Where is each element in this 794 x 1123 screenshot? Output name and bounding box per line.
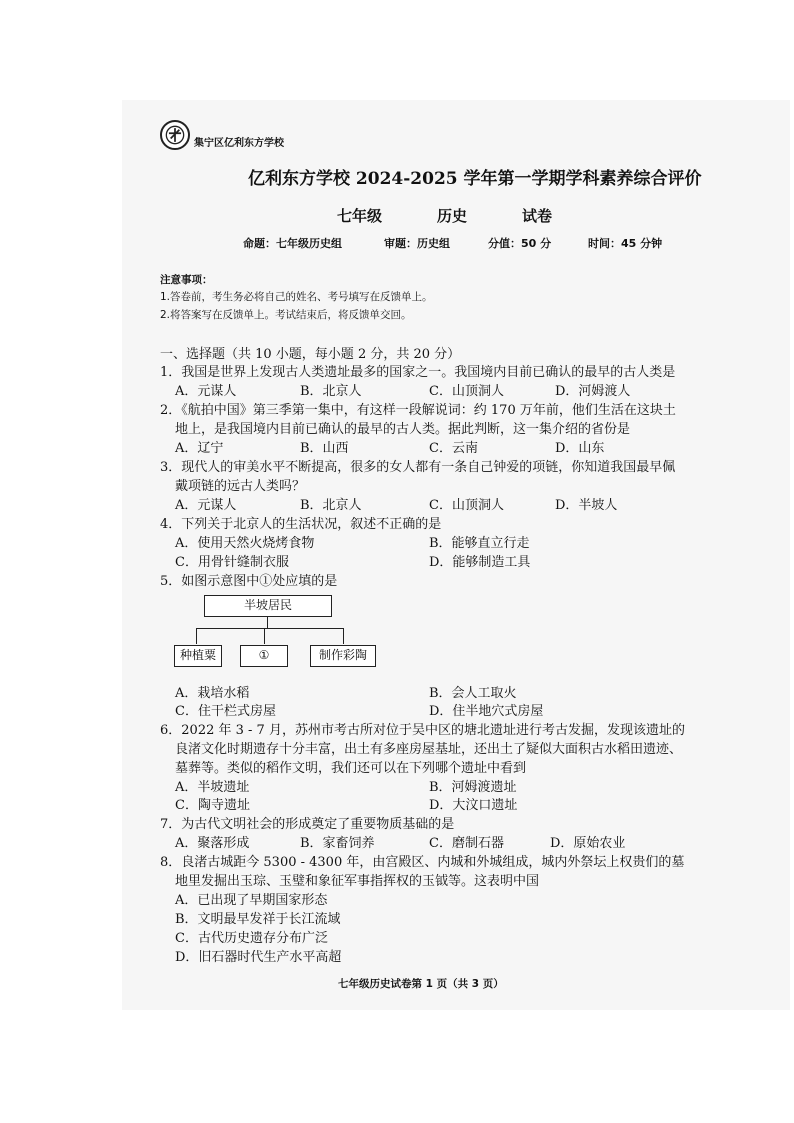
option-b: B．山西 <box>300 441 349 456</box>
diagram-middle-box: ① <box>240 645 288 667</box>
question-stem: 1．我国是世界上发现古人类遗址最多的国家之一。我国境内目前已确认的最早的古人类是 <box>160 365 676 380</box>
q5-diagram <box>176 595 376 675</box>
question-stem: 地里发掘出玉琮、玉璧和象征军事指挥权的玉钺等。这表明中国 <box>175 874 540 889</box>
option-d: D．大汶口遗址 <box>429 798 518 813</box>
option-b: B．会人工取火 <box>429 686 517 701</box>
school-logo-icon <box>160 120 190 150</box>
reviewer-info: 审题：历史组 <box>384 237 450 250</box>
question-stem: 7．为古代文明社会的形成奠定了重要物质基础的是 <box>160 817 455 832</box>
option-a: A．元谋人 <box>175 384 237 399</box>
option-c: C．住干栏式房屋 <box>175 704 276 719</box>
subject-label: 历史 <box>437 207 468 225</box>
paper-type-label: 试卷 <box>522 207 553 225</box>
diagram-connector <box>343 628 344 644</box>
option-b: B．能够直立行走 <box>429 536 530 551</box>
exam-title: 亿利东方学校 2024-2025 学年第一学期学科素养综合评价 <box>248 169 702 189</box>
diagram-top-box: 半坡居民 <box>204 595 332 617</box>
school-name: 集宁区亿利东方学校 <box>194 138 284 149</box>
option-d: D．河姆渡人 <box>555 384 631 399</box>
option-b: B．河姆渡遗址 <box>429 780 517 795</box>
option-c: C．云南 <box>429 441 478 456</box>
option-c: C．用骨针缝制衣服 <box>175 555 289 570</box>
diagram-right-box: 制作彩陶 <box>310 645 376 667</box>
option-a: A．半坡遗址 <box>175 780 250 795</box>
question-stem: 8．良渚古城距今 5300 - 4300 年，由宫殿区、内城和外城组成，城内外祭坛上权贵们的墓 <box>160 855 685 870</box>
question-stem: 戴项链的远古人类吗？ <box>175 479 306 494</box>
diagram-connector <box>196 628 344 629</box>
option-c: C．山顶洞人 <box>429 384 504 399</box>
diagram-connector <box>264 628 265 644</box>
option-c: C．古代历史遗存分布广泛 <box>175 931 328 946</box>
question-stem: 地上，是我国境内目前已确认的最早的古人类。据此判断，这一集介绍的省份是 <box>175 422 631 437</box>
question-stem: 6．2022 年 3 - 7 月，苏州市考古所对位于吴中区的塘北遗址进行考古发掘，发现该遗址的 <box>160 723 685 738</box>
option-c: C．磨制石器 <box>429 836 504 851</box>
option-a: A．已出现了早期国家形态 <box>175 893 328 908</box>
option-a: A．辽宁 <box>175 441 224 456</box>
time-info: 时间：45 分钟 <box>588 237 663 250</box>
option-c: C．陶寺遗址 <box>175 798 250 813</box>
question-stem: 2．《航拍中国》第三季第一集中，有这样一段解说词：约 170 万年前，他们生活在这块土 <box>160 403 676 418</box>
setter-info: 命题：七年级历史组 <box>243 237 342 250</box>
option-d: D．能够制造工具 <box>429 555 531 570</box>
section-heading: 一、选择题（共 10 小题，每小题 2 分，共 20 分） <box>160 347 461 362</box>
question-stem: 5．如图示意图中①处应填的是 <box>160 574 338 589</box>
option-b: B．北京人 <box>300 384 362 399</box>
diagram-connector <box>196 628 197 644</box>
option-b: B．家畜饲养 <box>300 836 375 851</box>
question-stem: 良渚文化时期遗存十分丰富，出土有多座房屋基址，还出土了疑似大面积古水稻田遗迹、 <box>175 742 683 757</box>
question-stem: 墓葬等。类似的稻作文明，我们还可以在下列哪个遗址中看到 <box>175 761 527 776</box>
option-b: B．文明最早发祥于长江流域 <box>175 912 341 927</box>
option-d: D．原始农业 <box>550 836 626 851</box>
option-b: B．北京人 <box>300 498 362 513</box>
option-c: C．山顶洞人 <box>429 498 504 513</box>
question-stem: 4．下列关于北京人的生活状况，叙述不正确的是 <box>160 517 442 532</box>
option-a: A．聚落形成 <box>175 836 250 851</box>
option-d: D．半坡人 <box>555 498 618 513</box>
page-footer: 七年级历史试卷第 1 页（共 3 页） <box>338 978 504 990</box>
diagram-left-box: 种植粟 <box>174 645 222 667</box>
option-a: A．使用天然火烧烤食物 <box>175 536 315 551</box>
option-a: A．元谋人 <box>175 498 237 513</box>
score-info: 分值：50 分 <box>488 237 552 250</box>
option-d: D．旧石器时代生产水平高超 <box>175 950 342 965</box>
diagram-connector <box>267 616 268 628</box>
grade-label: 七年级 <box>337 207 383 225</box>
notice-item: 1.答卷前，考生务必将自己的姓名、考号填写在反馈单上。 <box>160 291 433 303</box>
option-d: D．山东 <box>555 441 605 456</box>
option-d: D．住半地穴式房屋 <box>429 704 544 719</box>
notice-heading: 注意事项： <box>160 274 213 286</box>
question-stem: 3．现代人的审美水平不断提高，很多的女人都有一条自己钟爱的项链，你知道我国最早佩 <box>160 460 676 475</box>
option-a: A．栽培水稻 <box>175 686 250 701</box>
notice-item: 2.将答案写在反馈单上。考试结束后，将反馈单交回。 <box>160 309 412 321</box>
